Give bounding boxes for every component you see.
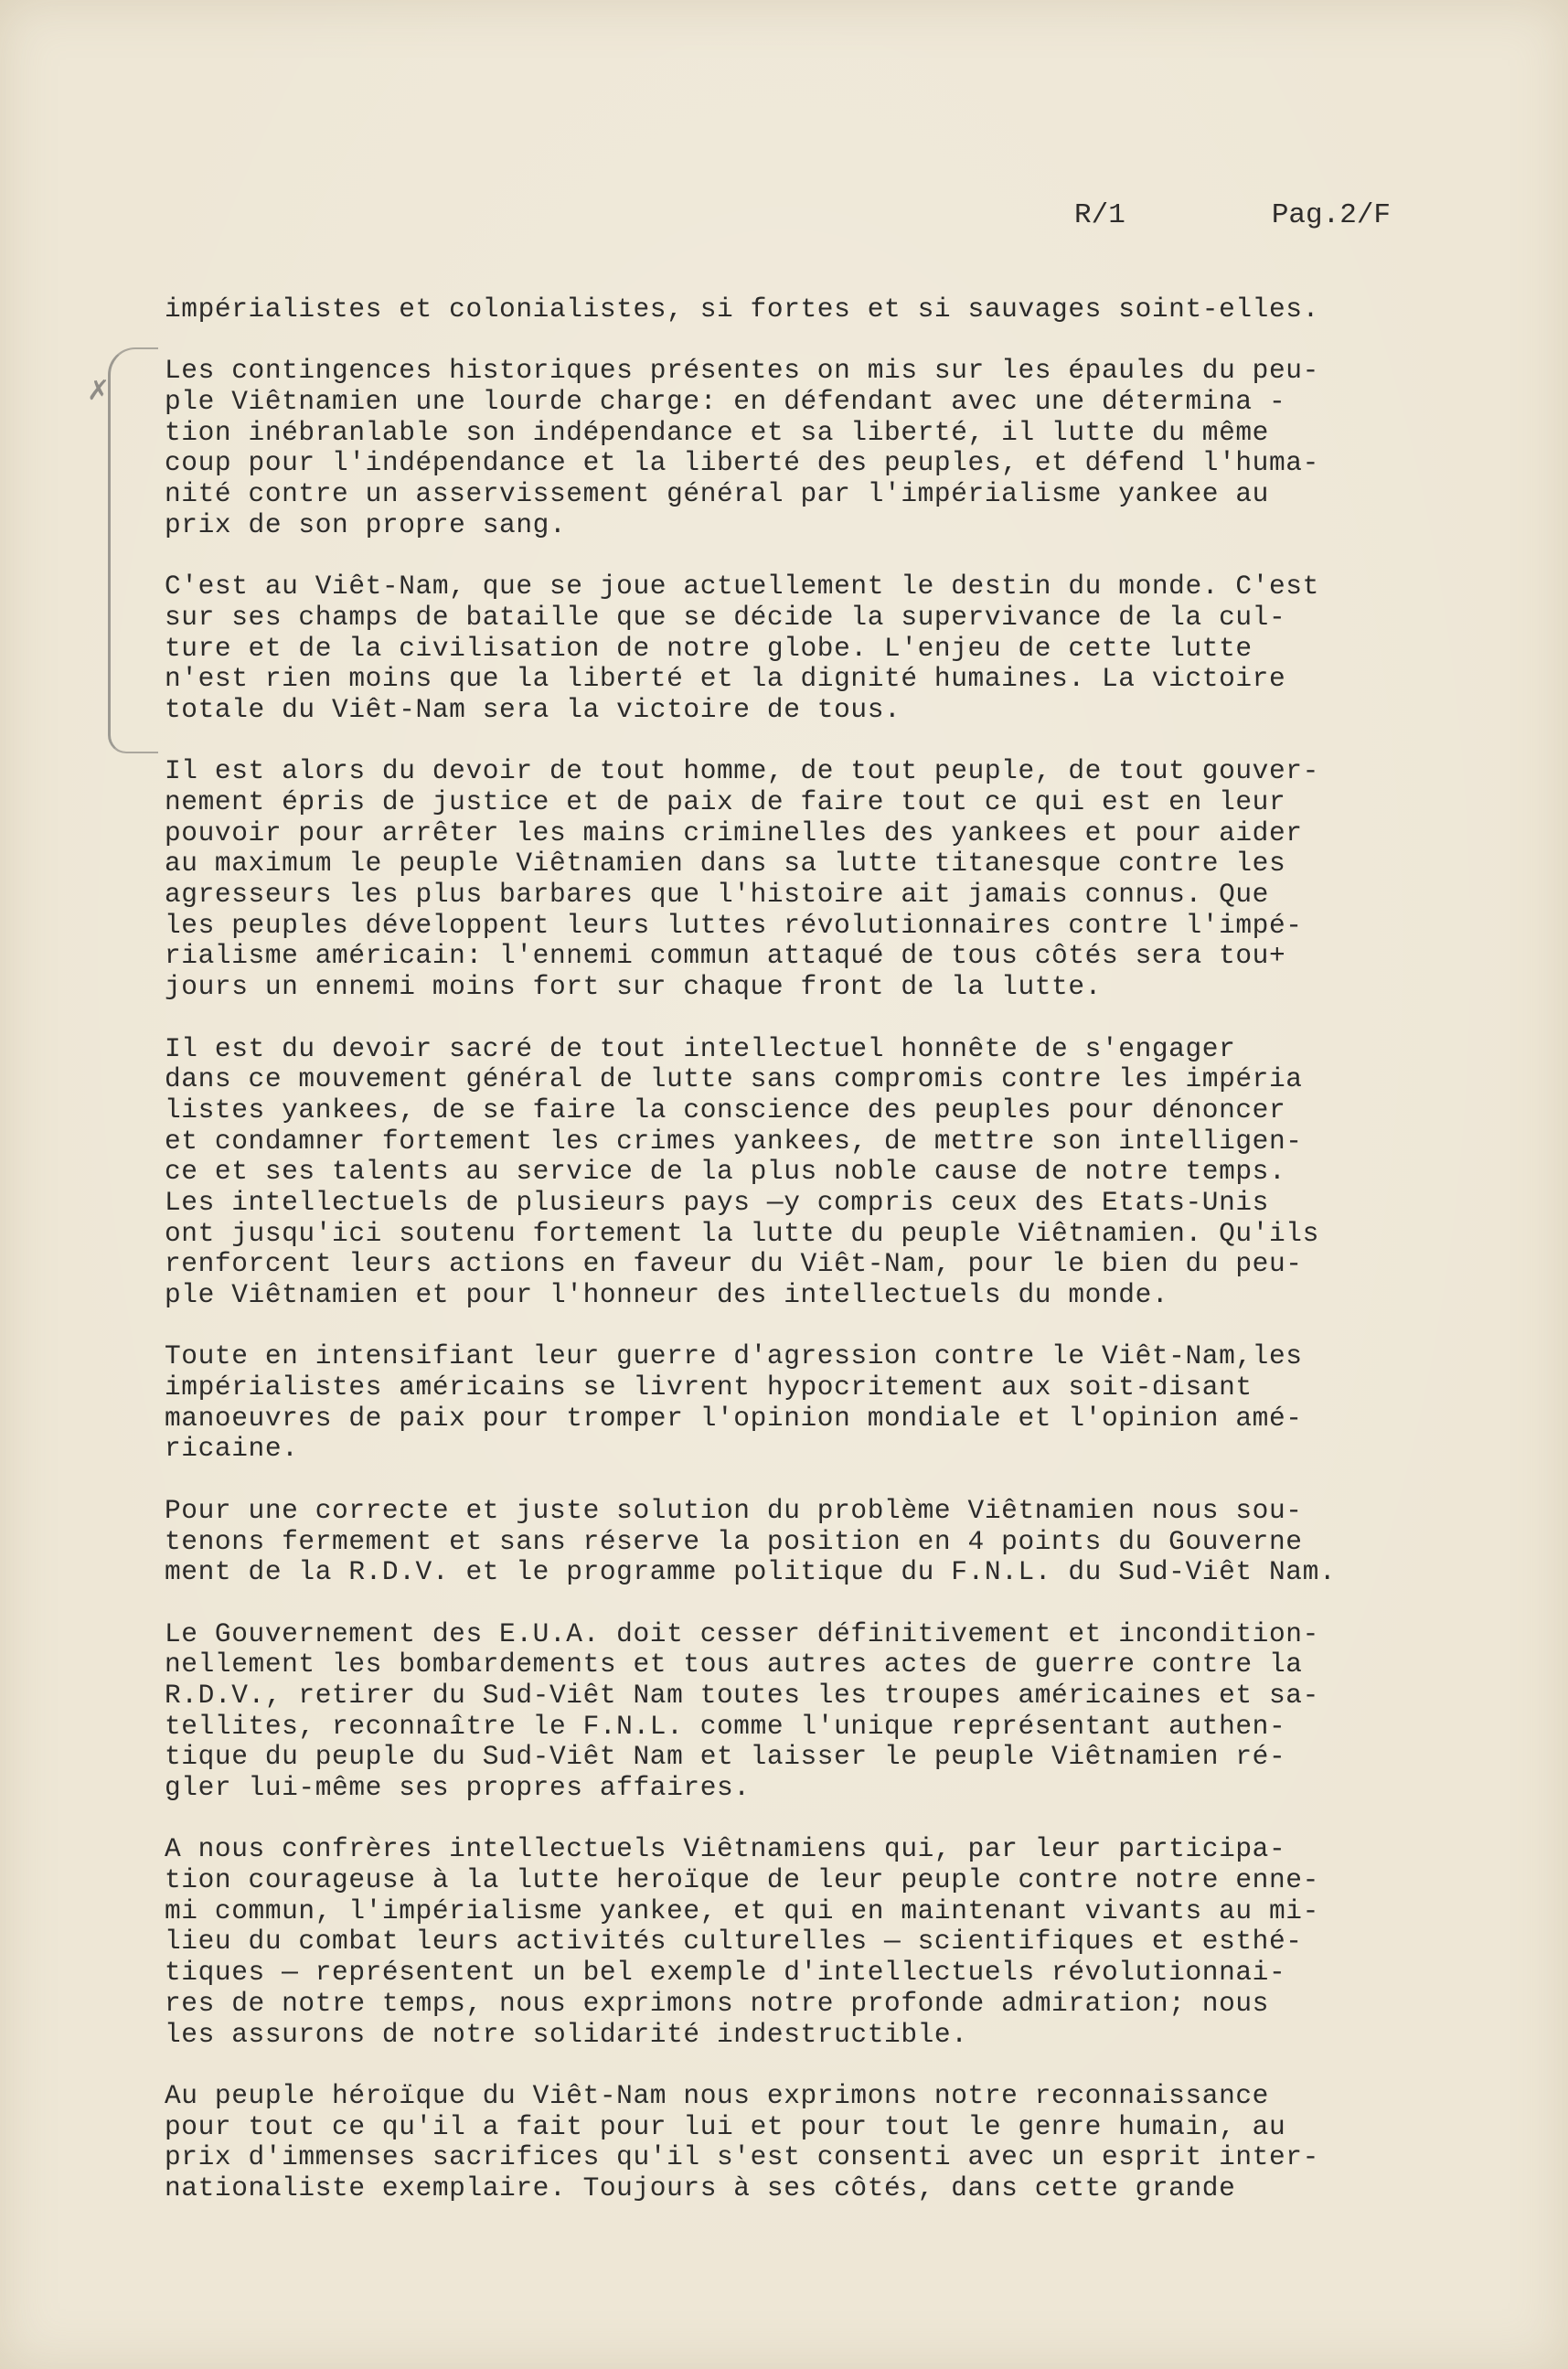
text-line: listes yankees, de se faire la conscience des peuples pour dénoncer bbox=[165, 1094, 1286, 1126]
paragraph-10 bbox=[165, 2081, 1481, 2204]
text-line: ont jusqu'ici soutenu fortement la lutte du peuple Viêtnamien. Qu'ils bbox=[165, 1217, 1319, 1249]
text-line: C'est au Viêt-Nam, que se joue actuellement le destin du monde. C'est bbox=[165, 571, 1319, 603]
text-line: les peuples développent leurs luttes révolutionnaires contre l'impé- bbox=[165, 909, 1303, 941]
text-line: ce et ses talents au service de la plus noble cause de notre temps. bbox=[165, 1156, 1286, 1188]
text-line: prix d'immenses sacrifices qu'il s'est consenti avec un esprit inter- bbox=[165, 2141, 1319, 2173]
text-line: prix de son propre sang. bbox=[165, 508, 567, 540]
text-line: tion inébranlable son indépendance et sa liberté, il lutte du même bbox=[165, 416, 1269, 448]
text-line: agresseurs les plus barbares que l'histoire ait jamais connus. Que bbox=[165, 879, 1269, 911]
text-line: au maximum le peuple Viêtnamien dans sa lutte titanesque contre les bbox=[165, 848, 1286, 880]
text-line: rialisme américain: l'ennemi commun attaqué de tous côtés sera tou+ bbox=[165, 940, 1286, 972]
text-line: ment de la R.D.V. et le programme politique du F.N.L. du Sud-Viêt Nam. bbox=[165, 1556, 1337, 1588]
reference-code: R/1 bbox=[1074, 199, 1125, 231]
text-line: Les contingences historiques présentes on mis sur les épaules du peu- bbox=[165, 355, 1319, 387]
text-line: n'est rien moins que la liberté et la dignité humaines. La victoire bbox=[165, 663, 1286, 695]
paragraph-3 bbox=[165, 571, 1481, 725]
text-line: manoeuvres de paix pour tromper l'opinion mondiale et l'opinion amé- bbox=[165, 1402, 1303, 1434]
paragraph-6 bbox=[165, 1341, 1481, 1465]
text-line: ple Viêtnamien et pour l'honneur des intellectuels du monde. bbox=[165, 1279, 1169, 1310]
text-line: dans ce mouvement général de lutte sans compromis contre les impéria bbox=[165, 1063, 1303, 1095]
paragraph-7 bbox=[165, 1496, 1481, 1588]
text-line: tiques — représentent un bel exemple d'intellectuels révolutionnai- bbox=[165, 1957, 1286, 1989]
text-line: sur ses champs de bataille que se décide la supervivance de la cul- bbox=[165, 601, 1286, 633]
text-line: Les intellectuels de plusieurs pays —y compris ceux des Etats-Unis bbox=[165, 1186, 1269, 1218]
text-line: Il est du devoir sacré de tout intellectuel honnête de s'engager bbox=[165, 1032, 1236, 1064]
text-line: impérialistes américains se livrent hypocritement aux soit-disant bbox=[165, 1371, 1253, 1403]
paragraph-5 bbox=[165, 1034, 1481, 1311]
text-line: res de notre temps, nous exprimons notre profonde admiration; nous bbox=[165, 1987, 1269, 2019]
text-line: nité contre un asservissement général par l'impérialisme yankee au bbox=[165, 478, 1269, 510]
text-line: ricaine. bbox=[165, 1433, 299, 1465]
text-line: nationaliste exemplaire. Toujours à ses côtés, dans cette grande bbox=[165, 2172, 1236, 2204]
text-line: A nous confrères intellectuels Viêtnamiens qui, par leur participa- bbox=[165, 1833, 1286, 1865]
text-line: les assurons de notre solidarité indestructible. bbox=[165, 2018, 968, 2050]
text-line: tion courageuse à la lutte heroïque de leur peuple contre notre enne- bbox=[165, 1864, 1319, 1896]
text-line: renforcent leurs actions en faveur du Viêt-Nam, pour le bien du peu- bbox=[165, 1248, 1303, 1280]
text-line: totale du Viêt-Nam sera la victoire de tous. bbox=[165, 693, 901, 725]
text-line: mi commun, l'impérialisme yankee, et qui en maintenant vivants au mi- bbox=[165, 1894, 1319, 1926]
margin-tick-annotation: ✗ bbox=[87, 375, 111, 407]
paragraph-9 bbox=[165, 1834, 1481, 2050]
text-line: ture et de la civilisation de notre globe. L'enjeu de cette lutte bbox=[165, 632, 1253, 664]
text-line: Il est alors du devoir de tout homme, de tout peuple, de tout gouver- bbox=[165, 755, 1319, 787]
paragraph-1 bbox=[165, 294, 1481, 325]
text-line: R.D.V., retirer du Sud-Viêt Nam toutes les troupes américaines et sa- bbox=[165, 1679, 1319, 1711]
text-line: tenons fermement et sans réserve la position en 4 points du Gouverne bbox=[165, 1525, 1303, 1557]
text-line: Pour une correcte et juste solution du problème Viêtnamien nous sou- bbox=[165, 1494, 1303, 1526]
page-header bbox=[1074, 199, 1391, 231]
margin-bracket-annotation bbox=[108, 347, 158, 753]
text-line: et condamner fortement les crimes yankees, de mettre son intelligen- bbox=[165, 1125, 1303, 1157]
text-line: tique du peuple du Sud-Viêt Nam et laisser le peuple Viêtnamien ré- bbox=[165, 1741, 1286, 1773]
text-line: tellites, reconnaître le F.N.L. comme l'unique représentant authen- bbox=[165, 1710, 1286, 1742]
paragraph-4 bbox=[165, 756, 1481, 1003]
paragraph-2 bbox=[165, 356, 1481, 540]
text-line: jours un ennemi moins fort sur chaque front de la lutte. bbox=[165, 971, 1102, 1003]
text-line: ple Viêtnamien une lourde charge: en défendant avec une détermina - bbox=[165, 386, 1286, 418]
text-line: nellement les bombardements et tous autres actes de guerre contre la bbox=[165, 1649, 1303, 1681]
paragraph-8 bbox=[165, 1619, 1481, 1804]
text-line: pour tout ce qu'il a fait pour lui et pour tout le genre humain, au bbox=[165, 2110, 1286, 2142]
text-line: nement épris de justice et de paix de faire tout ce qui est en leur bbox=[165, 786, 1286, 817]
text-line: Toute en intensifiant leur guerre d'agression contre le Viêt-Nam,les bbox=[165, 1340, 1303, 1372]
text-line: lieu du combat leurs activités culturelles — scientifiques et esthé- bbox=[165, 1926, 1303, 1958]
text-line: impérialistes et colonialistes, si fortes et si sauvages soint-elles. bbox=[165, 293, 1319, 325]
text-line: gler lui-même ses propres affaires. bbox=[165, 1772, 751, 1803]
document-body bbox=[165, 294, 1481, 2235]
text-line: Le Gouvernement des E.U.A. doit cesser définitivement et incondition- bbox=[165, 1617, 1319, 1649]
text-line: coup pour l'indépendance et la liberté des peuples, et défend l'huma- bbox=[165, 447, 1319, 479]
text-line: Au peuple héroïque du Viêt-Nam nous exprimons notre reconnaissance bbox=[165, 2079, 1269, 2111]
page-number: Pag.2/F bbox=[1271, 199, 1392, 231]
text-line: pouvoir pour arrêter les mains criminelles des yankees et pour aider bbox=[165, 816, 1303, 848]
